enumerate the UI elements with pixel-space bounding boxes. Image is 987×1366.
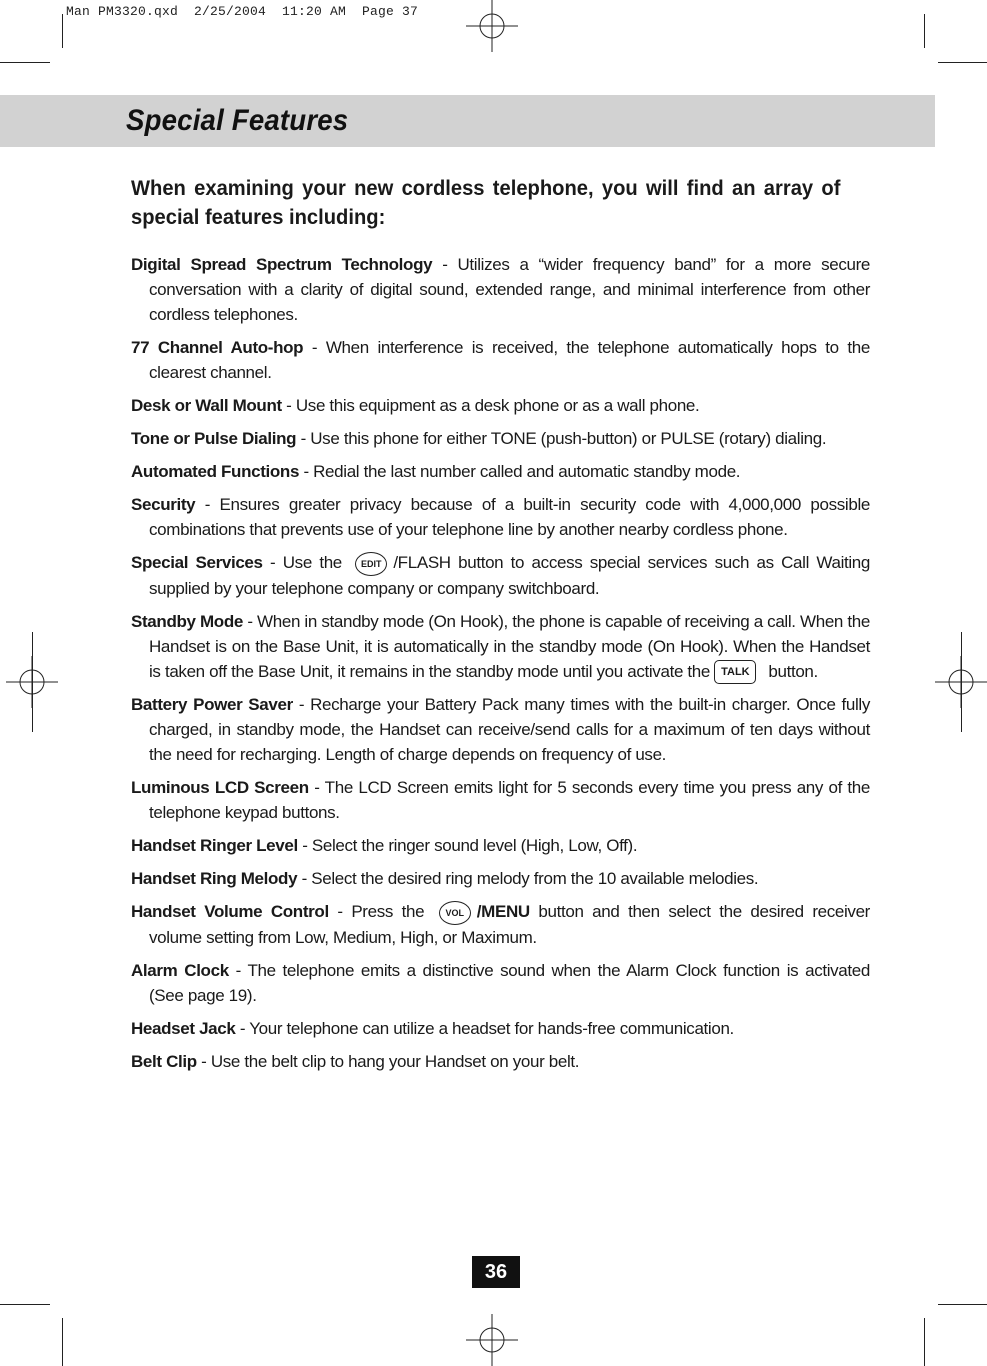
feature-item: [131, 609, 870, 685]
feature-term: Automated Functions: [131, 462, 300, 481]
feature-term: Alarm Clock: [131, 960, 229, 980]
crop-mark: [924, 1318, 925, 1366]
feature-description: - Your telephone can utilize a headset for hands-free communication.: [235, 1018, 734, 1038]
feature-term: Security: [131, 495, 196, 514]
page-title: Special Features: [126, 104, 349, 137]
registration-mark-icon: [466, 1314, 518, 1366]
feature-description: - Use the belt clip to hang your Handset on your belt.: [196, 1051, 580, 1071]
feature-item: [131, 335, 870, 385]
feature-description: /FLASH button to access special services such as Call Waiting supplied by your telephone company or company switchboard.: [149, 553, 871, 598]
feature-item: [131, 1049, 870, 1074]
features-list: [131, 252, 870, 1082]
feature-term: Handset Ring Melody: [131, 869, 298, 889]
feature-description: - Use this equipment as a desk phone or as a wall phone.: [281, 396, 700, 415]
feature-term: Headset Jack: [131, 1018, 236, 1038]
feature-item: [131, 393, 870, 418]
feature-description: button and then select the desired receiver volume setting from Low, Medium, High, or Maximum.: [149, 902, 870, 947]
crop-mark: [62, 14, 63, 48]
vol-button-icon: VOL: [439, 901, 471, 925]
feature-item: [131, 550, 870, 601]
crop-mark: [938, 62, 987, 63]
feature-term: 77 Channel Auto-hop: [131, 338, 304, 357]
crop-mark: [938, 1304, 987, 1305]
feature-description: - Recharge your Battery Pack many times with the built-in charger. Once fully charged, in standby mode, the Handset can receive/send calls for a maximum of ten days without the need for recharging. Length of charge depends on frequency of use.: [149, 695, 870, 765]
feature-item: [131, 692, 870, 767]
feature-term: Desk or Wall Mount: [131, 396, 282, 415]
intro-paragraph: When examining your new cordless telephone, you will find an array of special features including:: [131, 177, 841, 229]
feature-item: [131, 1016, 870, 1041]
feature-description: - Utilizes a “wider frequency band” for a more secure conversation with a clarity of digital sound, extended range, and minimal interference from other cordless telephones.: [149, 255, 870, 324]
feature-item: [131, 958, 870, 1008]
feature-description: - The LCD Screen emits light for 5 seconds every time you press any of the telephone keypad buttons.: [149, 778, 871, 823]
crop-mark: [961, 632, 962, 732]
feature-item: [131, 426, 870, 451]
feature-term: Battery Power Saver: [131, 695, 293, 715]
feature-description: - Press the: [328, 902, 433, 922]
section-header: [0, 95, 935, 147]
crop-mark: [0, 1304, 50, 1305]
feature-item: [131, 899, 870, 950]
feature-item: [131, 492, 870, 542]
feature-description: - When in standby mode (On Hook), the phone is capable of receiving a call. When the Handset is on the Base Unit, it is automatically in the standby mode (On Hook). When the Handset is taken off the Base Unit, it remains in the standby mode until you activate the: [149, 611, 870, 681]
feature-term: Tone or Pulse Dialing: [131, 429, 297, 448]
feature-description: - Redial the last number called and automatic standby mode.: [299, 462, 741, 481]
feature-description: - Use this phone for either TONE (push-button) or PULSE (rotary) dialing.: [296, 429, 827, 448]
feature-term: Handset Volume Control: [131, 902, 329, 922]
crop-mark: [62, 1318, 63, 1366]
feature-term: Luminous LCD Screen: [131, 778, 309, 798]
feature-term: Special Services: [131, 553, 263, 572]
registration-mark-icon: [466, 0, 518, 52]
feature-item: [131, 459, 870, 484]
feature-description: - Use the: [262, 553, 350, 572]
feature-term: Digital Spread Spectrum Technology: [131, 255, 433, 274]
crop-mark: [924, 14, 925, 48]
feature-item: [131, 252, 870, 327]
feature-term: Belt Clip: [131, 1051, 197, 1071]
crop-mark: [0, 62, 50, 63]
print-slug: Man PM3320.qxd 2/25/2004 11:20 AM Page 37: [66, 4, 419, 19]
feature-description: - When interference is received, the telephone automatically hops to the clearest channel.: [149, 338, 870, 382]
edit-button-icon: EDIT: [355, 552, 387, 576]
feature-description: - Select the desired ring melody from the 10 available melodies.: [297, 869, 759, 889]
feature-term: Standby Mode: [131, 611, 243, 631]
feature-description: - Ensures greater privacy because of a built-in security code with 4,000,000 possible combinations that prevents use of your telephone line by another nearby cordless phone.: [149, 495, 870, 539]
feature-item: [131, 833, 870, 858]
feature-item: [131, 866, 870, 891]
talk-button-icon: TALK: [714, 660, 756, 684]
page-number: 36: [472, 1256, 520, 1288]
feature-description: button.: [768, 661, 818, 681]
feature-item: [131, 775, 870, 825]
feature-term: Handset Ringer Level: [131, 836, 298, 856]
feature-description: - Select the ringer sound level (High, Low, Off).: [297, 836, 638, 856]
feature-description: - The telephone emits a distinctive sound when the Alarm Clock function is activated (See page 19).: [149, 960, 870, 1005]
crop-mark: [32, 632, 33, 732]
menu-label: /MENU: [476, 902, 530, 922]
